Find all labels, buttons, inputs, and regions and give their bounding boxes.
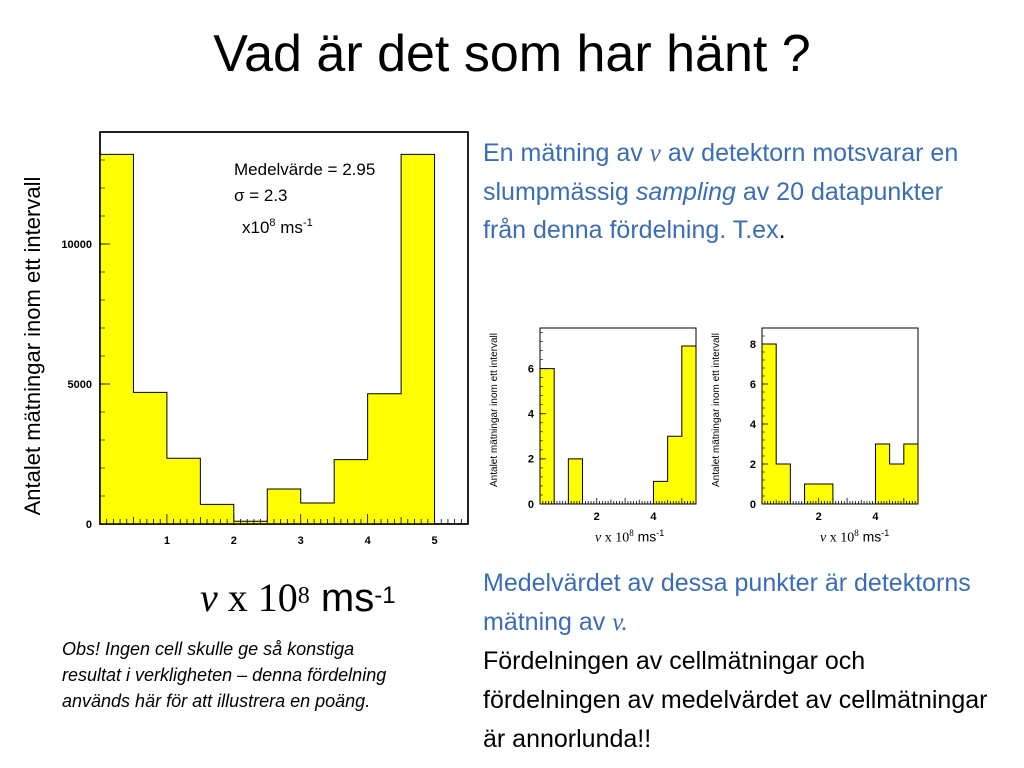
sample1-bar	[540, 369, 554, 504]
desc1-part3: av 20 datapunkter från denna fördelning. T.ex	[483, 178, 943, 244]
s1-x-unit: ms	[633, 528, 657, 545]
annotation-unit-ms: ms	[275, 218, 303, 237]
obs-note: Obs! Ingen cell skulle ge så konstiga resultat i verkligheten – denna fördelning används här för att illustrera en poäng.	[62, 639, 387, 711]
description-top	[483, 134, 983, 249]
sample-chart-2-x-label	[820, 528, 889, 547]
slide-title: Vad är det som har hänt ?	[213, 25, 811, 83]
sample1-y-tick-label: 6	[527, 363, 534, 376]
sample2-y-tick-label: 0	[749, 498, 756, 511]
main-x-tick-label: 5	[431, 535, 438, 547]
main-y-tick-label: 10000	[61, 238, 92, 251]
desc2-part1: Medelvärdet av dessa punkter är detektorns mätning av	[483, 569, 971, 636]
sample2-bar	[819, 484, 833, 504]
main-bar	[167, 458, 200, 524]
sample2-y-tick-label: 2	[749, 458, 756, 471]
s1-x-unit-exp: -1	[656, 528, 665, 538]
desc1-part1: En mätning av	[483, 139, 650, 167]
desc1-part2: av detektorn motsvarar en slumpmässig	[483, 139, 959, 206]
x-label-unit-text: ms	[309, 576, 375, 620]
main-bar	[368, 394, 401, 524]
desc1-end: .	[778, 216, 786, 244]
main-bar	[200, 504, 233, 524]
main-histogram-chart	[61, 130, 476, 560]
s2-x-unit: ms	[858, 528, 882, 545]
desc2-part2: Fördelningen av cellmätningar och fördelningen av medelvärdet av cellmätningar är annorlunda!!	[483, 647, 988, 753]
main-x-tick-label: 1	[163, 535, 170, 547]
sample1-x-tick-label: 2	[593, 511, 600, 523]
sample1-y-axis-label: Antalet mätningar inom ett intervall	[489, 333, 500, 487]
main-y-tick-label: 0	[85, 518, 92, 531]
sample-histogram-2	[706, 300, 921, 535]
x-label-exponent: 8	[297, 583, 310, 609]
main-bar	[401, 154, 434, 524]
sample2-bar	[875, 444, 889, 504]
s1-x-mid: x 10	[601, 530, 630, 546]
sample2-y-tick-label: 4	[749, 418, 756, 431]
sample2-bar	[776, 464, 790, 504]
sample2-bar	[904, 444, 918, 504]
main-x-tick-label: 4	[364, 535, 371, 547]
sample2-y-axis-label: Antalet mätningar inom ett intervall	[711, 333, 722, 487]
main-chart-y-axis-label: Antalet mätningar inom ett intervall	[20, 176, 45, 516]
sample1-x-tick-label: 4	[650, 511, 657, 523]
desc1-variable: v	[649, 140, 661, 167]
desc1-emphasis: sampling	[635, 178, 736, 206]
main-bar	[301, 503, 334, 524]
annotation-mean: Medelvärde = 2.95	[234, 160, 376, 179]
sample1-bar	[653, 481, 667, 504]
annotation-unit-ms-exp: -1	[302, 217, 313, 229]
annotation-unit	[242, 217, 313, 237]
main-y-tick-label: 5000	[67, 378, 92, 391]
sample1-bar	[682, 346, 696, 504]
main-x-tick-label: 2	[230, 535, 237, 547]
sample2-bar	[890, 464, 904, 504]
s2-x-var: v	[820, 530, 827, 546]
desc2-variable: v.	[612, 609, 628, 636]
s2-x-exp: 8	[854, 528, 859, 538]
s1-x-exp: 8	[629, 528, 634, 538]
x-label-times: x	[217, 575, 258, 620]
x-label-base: 10	[257, 575, 298, 620]
main-chart-x-axis-label	[200, 574, 396, 622]
sample1-bar	[568, 459, 582, 504]
s2-x-mid: x 10	[826, 530, 855, 546]
x-label-variable: v	[200, 575, 218, 620]
sample2-y-tick-label: 8	[749, 338, 756, 351]
main-bar	[100, 154, 133, 524]
description-bottom	[483, 564, 1003, 759]
s1-x-var: v	[595, 530, 602, 546]
s2-x-unit-exp: -1	[881, 528, 890, 538]
main-x-tick-label: 3	[297, 535, 304, 547]
main-bar	[133, 392, 166, 524]
main-bar	[334, 460, 367, 524]
sample1-y-tick-label: 4	[527, 408, 534, 421]
x-label-unit-exponent: -1	[374, 582, 396, 609]
sample-chart-1-x-label	[595, 528, 664, 547]
sample1-y-tick-label: 0	[527, 498, 534, 511]
sample2-bar	[805, 484, 819, 504]
sample2-x-tick-label: 4	[872, 511, 879, 523]
annotation-sigma: σ = 2.3	[234, 186, 288, 205]
annotation-unit-base: x10	[242, 218, 270, 237]
annotation-unit-exp: 8	[269, 217, 276, 229]
sample-histogram-1	[484, 300, 699, 535]
sample1-bar	[668, 436, 682, 504]
sample2-x-tick-label: 2	[815, 511, 822, 523]
main-bar	[267, 489, 300, 524]
x-label-unit	[310, 576, 396, 620]
sample1-y-tick-label: 2	[527, 453, 534, 466]
sample2-y-tick-label: 6	[749, 378, 756, 391]
